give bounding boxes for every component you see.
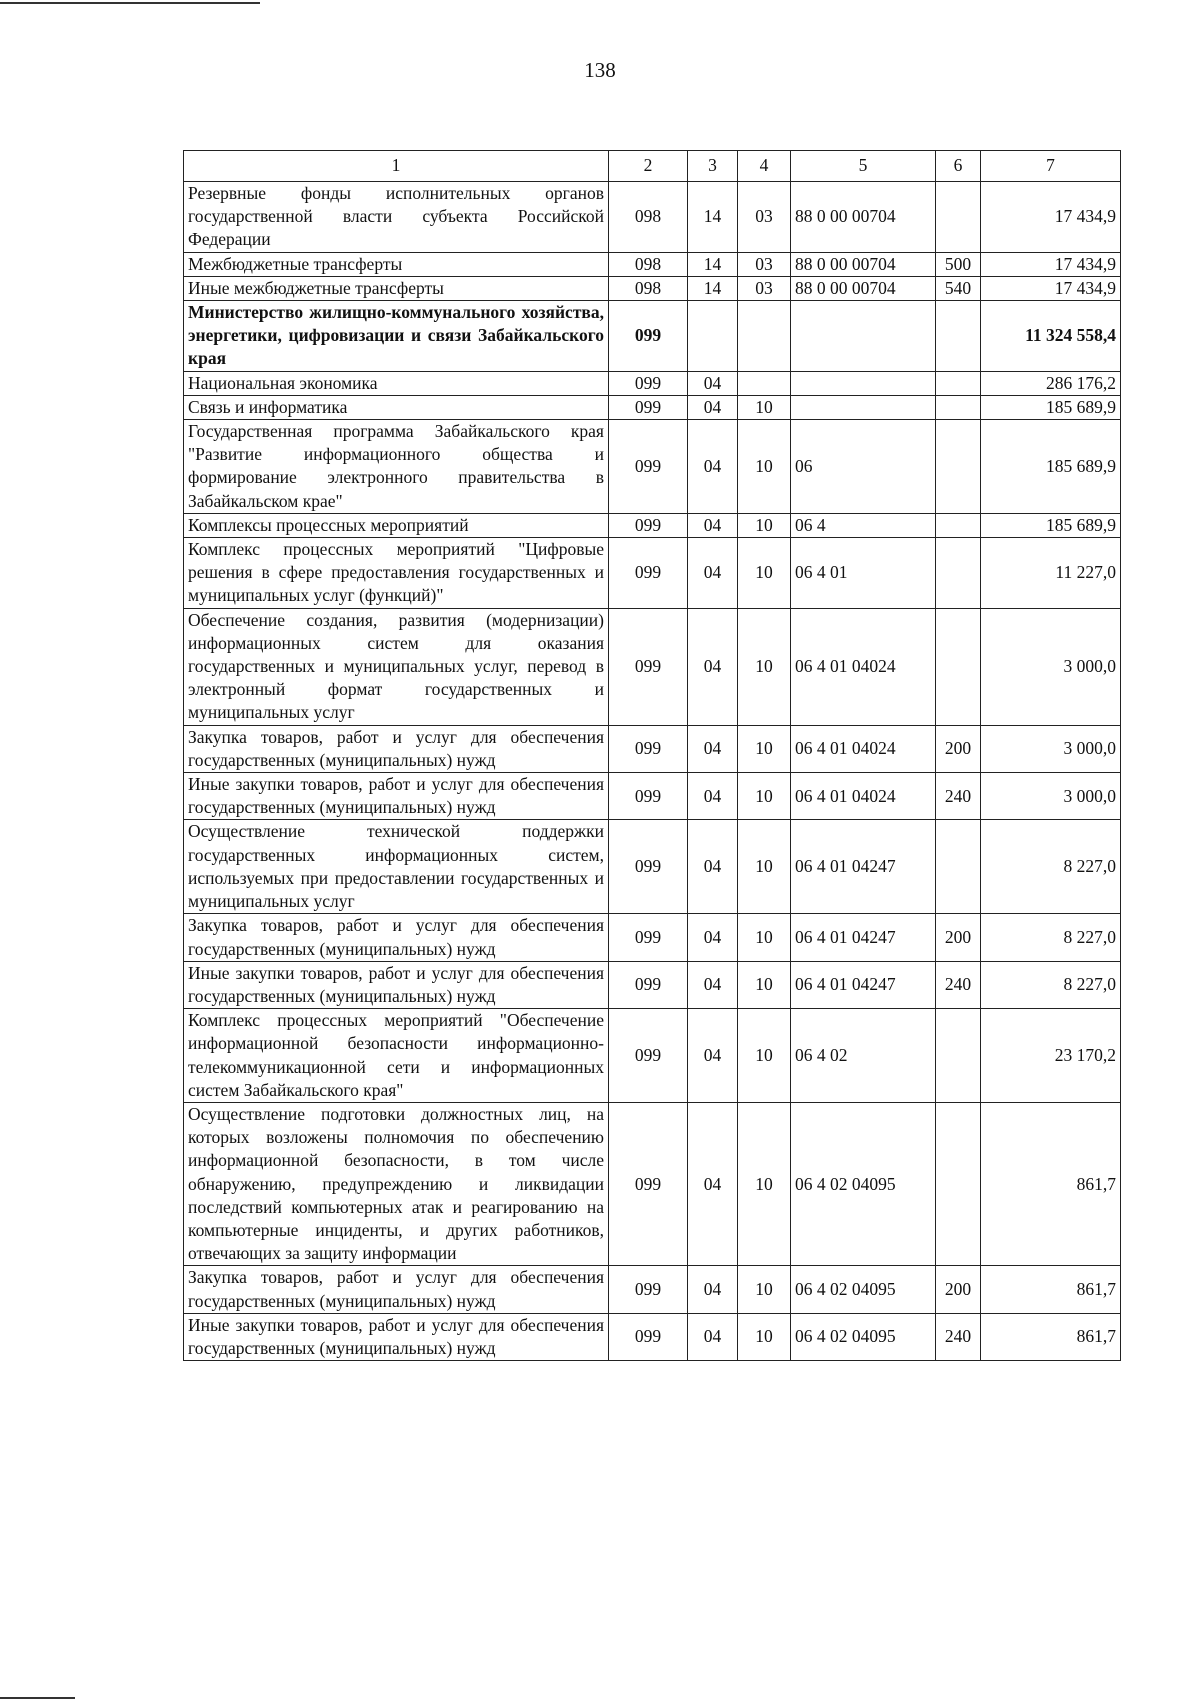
table-row <box>184 371 1121 395</box>
row-col6-cell <box>936 608 981 725</box>
row-amount-cell: 8 227,0 <box>981 914 1121 961</box>
table-row <box>184 538 1121 609</box>
table-row <box>184 1009 1121 1103</box>
row-col5-cell: 06 4 01 <box>791 538 936 609</box>
table-row <box>184 252 1121 276</box>
row-col6-cell <box>936 820 981 914</box>
row-name-cell: Государственная программа Забайкальского края "Развитие информационного общества и формирование электронного правительства в Забайкальском крае" <box>184 420 609 514</box>
row-col2-cell: 098 <box>609 252 688 276</box>
header-row <box>184 151 1121 182</box>
row-col2-cell: 099 <box>609 773 688 820</box>
row-col5-cell: 88 0 00 00704 <box>791 182 936 253</box>
table-row <box>184 608 1121 725</box>
row-amount-cell: 3 000,0 <box>981 773 1121 820</box>
row-col4-cell: 10 <box>738 1266 791 1313</box>
row-col6-cell: 540 <box>936 276 981 300</box>
row-col2-cell: 099 <box>609 608 688 725</box>
row-amount-cell: 11 227,0 <box>981 538 1121 609</box>
row-col3-cell: 14 <box>688 252 738 276</box>
row-amount-cell: 3 000,0 <box>981 608 1121 725</box>
row-col4-cell: 10 <box>738 820 791 914</box>
row-col6-cell: 200 <box>936 725 981 772</box>
row-col6-cell <box>936 1102 981 1265</box>
row-amount-cell: 17 434,9 <box>981 252 1121 276</box>
row-col4-cell: 03 <box>738 276 791 300</box>
table-row <box>184 513 1121 537</box>
table-row <box>184 1102 1121 1265</box>
row-col3-cell: 04 <box>688 914 738 961</box>
row-col6-cell: 240 <box>936 773 981 820</box>
table-row <box>184 276 1121 300</box>
table-row <box>184 1313 1121 1360</box>
row-col6-cell <box>936 395 981 419</box>
row-name-cell: Национальная экономика <box>184 371 609 395</box>
row-col2-cell: 099 <box>609 371 688 395</box>
row-col3-cell: 04 <box>688 820 738 914</box>
row-col5-cell: 06 4 02 04095 <box>791 1266 936 1313</box>
table-row <box>184 961 1121 1008</box>
row-col5-cell: 06 4 01 04024 <box>791 773 936 820</box>
row-name-cell: Комплексы процессных мероприятий <box>184 513 609 537</box>
row-name-cell: Связь и информатика <box>184 395 609 419</box>
row-amount-cell: 185 689,9 <box>981 420 1121 514</box>
row-col2-cell: 098 <box>609 276 688 300</box>
row-col5-cell <box>791 371 936 395</box>
row-col2-cell: 099 <box>609 914 688 961</box>
table-row <box>184 820 1121 914</box>
row-col3-cell: 04 <box>688 1266 738 1313</box>
row-col2-cell: 099 <box>609 538 688 609</box>
row-col6-cell <box>936 371 981 395</box>
row-col5-cell: 06 <box>791 420 936 514</box>
row-col3-cell: 04 <box>688 1102 738 1265</box>
row-name-cell: Закупка товаров, работ и услуг для обеспечения государственных (муниципальных) нужд <box>184 725 609 772</box>
row-name-cell: Межбюджетные трансферты <box>184 252 609 276</box>
row-col3-cell: 04 <box>688 961 738 1008</box>
row-amount-cell: 861,7 <box>981 1102 1121 1265</box>
row-col3-cell: 04 <box>688 395 738 419</box>
row-col5-cell: 88 0 00 00704 <box>791 252 936 276</box>
row-col5-cell: 06 4 02 <box>791 1009 936 1103</box>
row-col4-cell <box>738 371 791 395</box>
table-row <box>184 914 1121 961</box>
table-row <box>184 182 1121 253</box>
row-col6-cell: 240 <box>936 1313 981 1360</box>
row-col3-cell <box>688 301 738 372</box>
row-col2-cell: 099 <box>609 513 688 537</box>
row-col5-cell <box>791 395 936 419</box>
row-col5-cell: 06 4 02 04095 <box>791 1102 936 1265</box>
row-name-cell: Иные закупки товаров, работ и услуг для обеспечения государственных (муниципальных) нужд <box>184 773 609 820</box>
row-col2-cell: 099 <box>609 1102 688 1265</box>
row-name-cell: Осуществление технической поддержки государственных информационных систем, используемых при предоставлении государственных и муниципальных услуг <box>184 820 609 914</box>
header-cell-6: 6 <box>936 151 981 182</box>
row-col3-cell: 04 <box>688 513 738 537</box>
row-col4-cell: 10 <box>738 513 791 537</box>
row-amount-cell: 23 170,2 <box>981 1009 1121 1103</box>
page-number: 138 <box>584 58 616 82</box>
row-col2-cell: 099 <box>609 1313 688 1360</box>
row-name-cell: Министерство жилищно-коммунального хозяйства, энергетики, цифровизации и связи Забайкальского края <box>184 301 609 372</box>
row-col4-cell: 03 <box>738 182 791 253</box>
scan-artifact-top-line <box>0 2 260 4</box>
row-col4-cell: 10 <box>738 420 791 514</box>
row-amount-cell: 861,7 <box>981 1266 1121 1313</box>
row-name-cell: Резервные фонды исполнительных органов государственной власти субъекта Российской Федерации <box>184 182 609 253</box>
row-name-cell: Иные закупки товаров, работ и услуг для обеспечения государственных (муниципальных) нужд <box>184 961 609 1008</box>
row-col6-cell: 200 <box>936 914 981 961</box>
row-col6-cell <box>936 1009 981 1103</box>
row-col5-cell: 06 4 02 04095 <box>791 1313 936 1360</box>
row-amount-cell: 3 000,0 <box>981 725 1121 772</box>
row-col4-cell: 10 <box>738 914 791 961</box>
row-col5-cell: 06 4 01 04247 <box>791 914 936 961</box>
row-col3-cell: 04 <box>688 1313 738 1360</box>
row-name-cell: Иные закупки товаров, работ и услуг для обеспечения государственных (муниципальных) нужд <box>184 1313 609 1360</box>
row-col6-cell: 200 <box>936 1266 981 1313</box>
row-col4-cell: 03 <box>738 252 791 276</box>
row-amount-cell: 185 689,9 <box>981 395 1121 419</box>
row-col6-cell <box>936 538 981 609</box>
row-col5-cell: 06 4 01 04024 <box>791 725 936 772</box>
row-name-cell: Осуществление подготовки должностных лиц, на которых возложены полномочия по обеспечению информационной безопасности, в том числе обнаружению, предупреждению и ликвидации последствий компьютерных атак и реагированию на компьютерные инциденты, и других работников, отвечающих за защиту информации <box>184 1102 609 1265</box>
row-col5-cell: 06 4 01 04247 <box>791 961 936 1008</box>
row-col6-cell: 240 <box>936 961 981 1008</box>
row-amount-cell: 8 227,0 <box>981 961 1121 1008</box>
row-col6-cell <box>936 182 981 253</box>
row-col3-cell: 04 <box>688 1009 738 1103</box>
row-col3-cell: 04 <box>688 608 738 725</box>
row-col3-cell: 04 <box>688 773 738 820</box>
row-col4-cell: 10 <box>738 961 791 1008</box>
row-col4-cell: 10 <box>738 725 791 772</box>
row-col2-cell: 099 <box>609 420 688 514</box>
row-col6-cell <box>936 513 981 537</box>
header-cell-2: 2 <box>609 151 688 182</box>
row-col2-cell: 099 <box>609 301 688 372</box>
row-col4-cell: 10 <box>738 608 791 725</box>
row-name-cell: Закупка товаров, работ и услуг для обеспечения государственных (муниципальных) нужд <box>184 1266 609 1313</box>
row-col4-cell: 10 <box>738 1102 791 1265</box>
row-col3-cell: 04 <box>688 371 738 395</box>
row-col3-cell: 04 <box>688 725 738 772</box>
row-col2-cell: 099 <box>609 1009 688 1103</box>
row-col3-cell: 04 <box>688 538 738 609</box>
row-col2-cell: 099 <box>609 395 688 419</box>
row-col6-cell <box>936 420 981 514</box>
row-col2-cell: 098 <box>609 182 688 253</box>
row-col5-cell: 06 4 <box>791 513 936 537</box>
row-col5-cell <box>791 301 936 372</box>
row-col2-cell: 099 <box>609 1266 688 1313</box>
row-col4-cell: 10 <box>738 1313 791 1360</box>
row-col4-cell: 10 <box>738 1009 791 1103</box>
row-col3-cell: 14 <box>688 276 738 300</box>
row-col5-cell: 06 4 01 04024 <box>791 608 936 725</box>
table-row <box>184 725 1121 772</box>
scan-artifact-bottom-line <box>0 1697 75 1699</box>
row-col4-cell: 10 <box>738 538 791 609</box>
row-amount-cell: 286 176,2 <box>981 371 1121 395</box>
row-name-cell: Комплекс процессных мероприятий "Цифровые решения в сфере предоставления государственных и муниципальных услуг (функций)" <box>184 538 609 609</box>
table-body <box>184 182 1121 1361</box>
row-amount-cell: 185 689,9 <box>981 513 1121 537</box>
table-row <box>184 773 1121 820</box>
row-name-cell: Закупка товаров, работ и услуг для обеспечения государственных (муниципальных) нужд <box>184 914 609 961</box>
table-row <box>184 420 1121 514</box>
row-amount-cell: 17 434,9 <box>981 182 1121 253</box>
header-cell-4: 4 <box>738 151 791 182</box>
header-cell-5: 5 <box>791 151 936 182</box>
header-cell-1: 1 <box>184 151 609 182</box>
row-amount-cell: 11 324 558,4 <box>981 301 1121 372</box>
row-col2-cell: 099 <box>609 725 688 772</box>
row-amount-cell: 17 434,9 <box>981 276 1121 300</box>
row-col3-cell: 04 <box>688 420 738 514</box>
row-name-cell: Иные межбюджетные трансферты <box>184 276 609 300</box>
row-col4-cell: 10 <box>738 773 791 820</box>
row-col5-cell: 06 4 01 04247 <box>791 820 936 914</box>
row-col4-cell: 10 <box>738 395 791 419</box>
table-row <box>184 301 1121 372</box>
header-cell-7: 7 <box>981 151 1121 182</box>
row-col2-cell: 099 <box>609 961 688 1008</box>
budget-table <box>183 150 1121 1361</box>
table-row <box>184 395 1121 419</box>
row-amount-cell: 861,7 <box>981 1313 1121 1360</box>
row-name-cell: Комплекс процессных мероприятий "Обеспечение информационной безопасности информационно-телекоммуникационной сети и информационных систем Забайкальского края" <box>184 1009 609 1103</box>
row-col2-cell: 099 <box>609 820 688 914</box>
row-col5-cell: 88 0 00 00704 <box>791 276 936 300</box>
row-col4-cell <box>738 301 791 372</box>
row-name-cell: Обеспечение создания, развития (модернизации) информационных систем для оказания государственных и муниципальных услуг, перевод в электронный формат государственных и муниципальных услуг <box>184 608 609 725</box>
row-amount-cell: 8 227,0 <box>981 820 1121 914</box>
row-col6-cell: 500 <box>936 252 981 276</box>
row-col3-cell: 14 <box>688 182 738 253</box>
row-col6-cell <box>936 301 981 372</box>
header-cell-3: 3 <box>688 151 738 182</box>
table-row <box>184 1266 1121 1313</box>
